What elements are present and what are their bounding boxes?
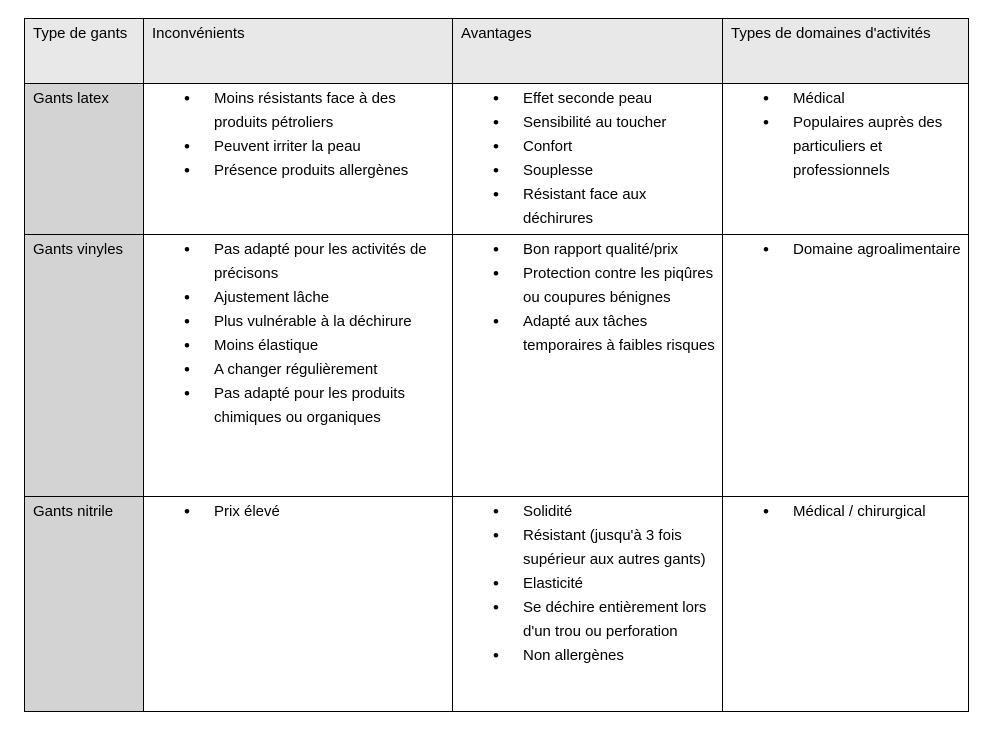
list-item: • Plus vulnérable à la déchirure	[152, 310, 446, 334]
row-header-vinyles: Gants vinyles	[25, 235, 144, 497]
vinyles-domaines-list	[731, 238, 962, 262]
list-item: • A changer régulièrement	[152, 358, 446, 382]
list-item: • Pas adapté pour les activités de précisons	[152, 238, 446, 286]
list-item: • Peuvent irriter la peau	[152, 135, 446, 159]
list-item: • Moins élastique	[152, 334, 446, 358]
list-item: • Elasticité	[461, 572, 716, 596]
table-row-latex	[25, 84, 969, 235]
latex-avantages-cell	[453, 84, 723, 235]
nitrile-inconvenients-cell	[144, 497, 453, 712]
vinyles-domaines-cell	[723, 235, 969, 497]
list-item: • Sensibilité au toucher	[461, 111, 716, 135]
latex-avantages-list	[461, 87, 716, 231]
nitrile-domaines-cell	[723, 497, 969, 712]
table-row-vinyles	[25, 235, 969, 497]
list-item: • Adapté aux tâches temporaires à faibles risques	[461, 310, 716, 358]
column-header-domaines: Types de domaines d'activités	[723, 19, 969, 84]
latex-inconvenients-list	[152, 87, 446, 183]
list-item: • Domaine agroalimentaire	[731, 238, 962, 262]
list-item: • Prix élevé	[152, 500, 446, 524]
list-item: • Populaires auprès des particuliers et professionnels	[731, 111, 962, 183]
header-row	[25, 19, 969, 84]
row-header-latex: Gants latex	[25, 84, 144, 235]
list-item: • Résistant (jusqu'à 3 fois supérieur aux autres gants)	[461, 524, 716, 572]
list-item: • Souplesse	[461, 159, 716, 183]
nitrile-domaines-list	[731, 500, 962, 524]
list-item: • Confort	[461, 135, 716, 159]
list-item: • Médical / chirurgical	[731, 500, 962, 524]
latex-inconvenients-cell	[144, 84, 453, 235]
list-item: • Solidité	[461, 500, 716, 524]
list-item: • Bon rapport qualité/prix	[461, 238, 716, 262]
list-item: • Moins résistants face à des produits pétroliers	[152, 87, 446, 135]
nitrile-avantages-list	[461, 500, 716, 668]
list-item: • Présence produits allergènes	[152, 159, 446, 183]
list-item: • Ajustement lâche	[152, 286, 446, 310]
nitrile-avantages-cell	[453, 497, 723, 712]
vinyles-avantages-cell	[453, 235, 723, 497]
list-item: • Résistant face aux déchirures	[461, 183, 716, 231]
list-item: • Protection contre les piqûres ou coupures bénignes	[461, 262, 716, 310]
gloves-comparison-table	[24, 18, 969, 712]
list-item: • Pas adapté pour les produits chimiques ou organiques	[152, 382, 446, 430]
latex-domaines-list	[731, 87, 962, 183]
row-header-nitrile: Gants nitrile	[25, 497, 144, 712]
nitrile-inconvenients-list	[152, 500, 446, 524]
list-item: • Se déchire entièrement lors d'un trou ou perforation	[461, 596, 716, 644]
column-header-type: Type de gants	[25, 19, 144, 84]
column-header-inconvenients: Inconvénients	[144, 19, 453, 84]
list-item: • Médical	[731, 87, 962, 111]
list-item: • Non allergènes	[461, 644, 716, 668]
vinyles-avantages-list	[461, 238, 716, 358]
table-row-nitrile	[25, 497, 969, 712]
column-header-avantages: Avantages	[453, 19, 723, 84]
vinyles-inconvenients-list	[152, 238, 446, 430]
vinyles-inconvenients-cell	[144, 235, 453, 497]
list-item: • Effet seconde peau	[461, 87, 716, 111]
latex-domaines-cell	[723, 84, 969, 235]
